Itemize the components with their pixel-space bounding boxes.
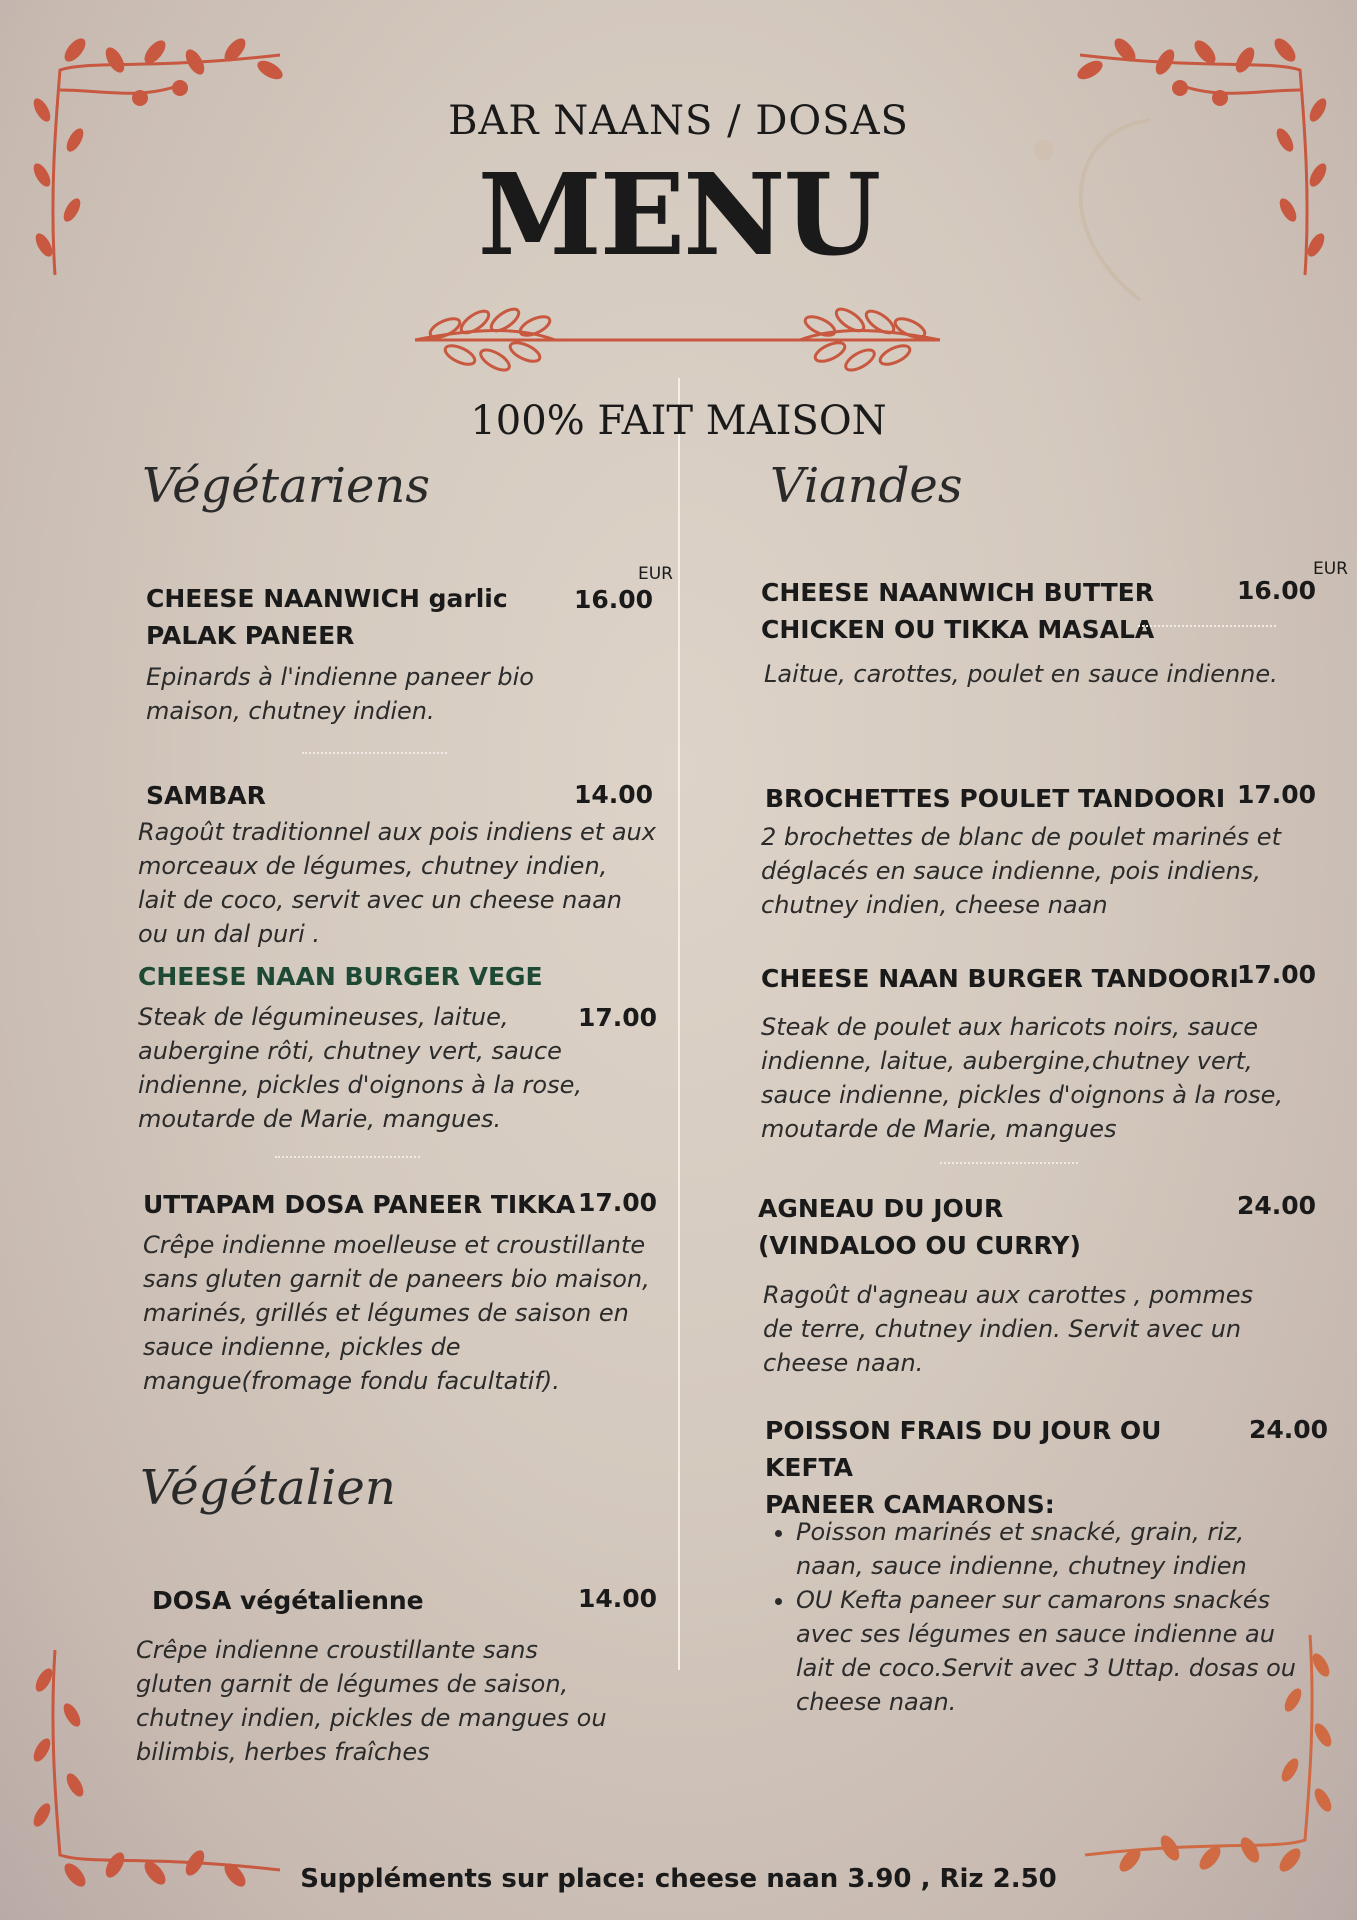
item-price: 16.00 <box>1237 576 1317 605</box>
item-name: CHEESE NAAN BURGER TANDOORI <box>761 964 1239 993</box>
item-description: Steak de poulet aux haricots noirs, sauce indienne, laitue, aubergine,chutney vert, sauce indienne, pickles d'oignons à la rose, moutarde de Marie, mangues <box>761 1013 1284 1143</box>
item-description: Ragoût d'agneau aux carottes , pommes de terre, chutney indien. Servit avec un cheese naan. <box>763 1281 1253 1377</box>
currency-label: EUR <box>638 564 673 584</box>
dotted-separator <box>275 1156 420 1158</box>
item-bullet-list <box>768 1515 1356 1719</box>
section-viandes: Viandes <box>770 458 963 514</box>
dotted-separator <box>302 752 447 754</box>
item-name: UTTAPAM DOSA PANEER TIKKA <box>143 1190 576 1219</box>
supplements-footer: Suppléments sur place: cheese naan 3.90 , Riz 2.50 <box>300 1864 1057 1894</box>
item-description: Laitue, carottes, poulet en sauce indienne. <box>764 660 1278 688</box>
item-name: SAMBAR <box>146 781 266 810</box>
item-price: 14.00 <box>574 780 654 809</box>
item-description: Steak de légumineuses, laitue, aubergine rôti, chutney vert, sauce indienne, pickles d'oignons à la rose, moutarde de Marie, mangues. <box>138 1003 582 1133</box>
item-price: 17.00 <box>578 1003 658 1032</box>
item-description: Ragoût traditionnel aux pois indiens et aux morceaux de légumes, chutney indien, lait de coco, servit avec un cheese naan ou un dal puri . <box>138 818 656 948</box>
item-name: DOSA végétalienne <box>152 1586 424 1615</box>
section-vegetalien: Végétalien <box>140 1460 396 1516</box>
list-item: • Poisson marinés et snacké, grain, riz, naan, sauce indienne, chutney indien <box>796 1515 1356 1583</box>
item-name: POISSON FRAIS DU JOUR OU KEFTA PANEER CAMARONS: <box>765 1416 1162 1519</box>
column-divider <box>678 378 680 1670</box>
menu-title: MENU <box>477 150 880 281</box>
item-name: AGNEAU DU JOUR (VINDALOO OU CURRY) <box>758 1194 1081 1260</box>
item-name: CHEESE NAANWICH garlic PALAK PANEER <box>146 584 508 650</box>
item-name: CHEESE NAANWICH BUTTER CHICKEN OU TIKKA MASALA <box>761 578 1155 644</box>
item-price: 17.00 <box>1237 780 1317 809</box>
item-price: 16.00 <box>574 585 654 614</box>
tagline: 100% FAIT MAISON <box>470 398 887 444</box>
dotted-separator <box>940 1162 1078 1164</box>
item-price: 24.00 <box>1237 1191 1317 1220</box>
currency-label: EUR <box>1313 559 1348 579</box>
item-price: 24.00 <box>1249 1415 1329 1444</box>
item-price: 17.00 <box>578 1188 658 1217</box>
item-description: Epinards à l'indienne paneer bio maison, chutney indien. <box>146 663 534 725</box>
item-price: 14.00 <box>578 1584 658 1613</box>
item-description: Crêpe indienne moelleuse et croustillante sans gluten garnit de paneers bio maison, marinés, grillés et légumes de saison en sauce indienne, pickles de mangue(fromage fondu facultatif). <box>143 1231 650 1395</box>
section-vegetariens: Végétariens <box>142 458 430 514</box>
laurel-divider-icon <box>405 300 950 380</box>
item-description: Crêpe indienne croustillante sans gluten garnit de légumes de saison, chutney indien, pickles de mangues ou bilimbis, herbes fraîches <box>136 1636 607 1766</box>
menu-subtitle: BAR NAANS / DOSAS <box>448 98 909 144</box>
item-price: 17.00 <box>1237 960 1317 989</box>
dotted-separator <box>1138 625 1276 627</box>
list-item: • OU Kefta paneer sur camarons snackés avec ses légumes en sauce indienne au lait de coco.Servit avec 3 Uttap. dosas ou cheese naan. <box>796 1583 1356 1719</box>
item-name: CHEESE NAAN BURGER VEGE <box>138 962 543 991</box>
item-name: BROCHETTES POULET TANDOORI <box>765 784 1226 813</box>
item-description: 2 brochettes de blanc de poulet marinés et déglacés en sauce indienne, pois indiens, chutney indien, cheese naan <box>761 823 1281 919</box>
